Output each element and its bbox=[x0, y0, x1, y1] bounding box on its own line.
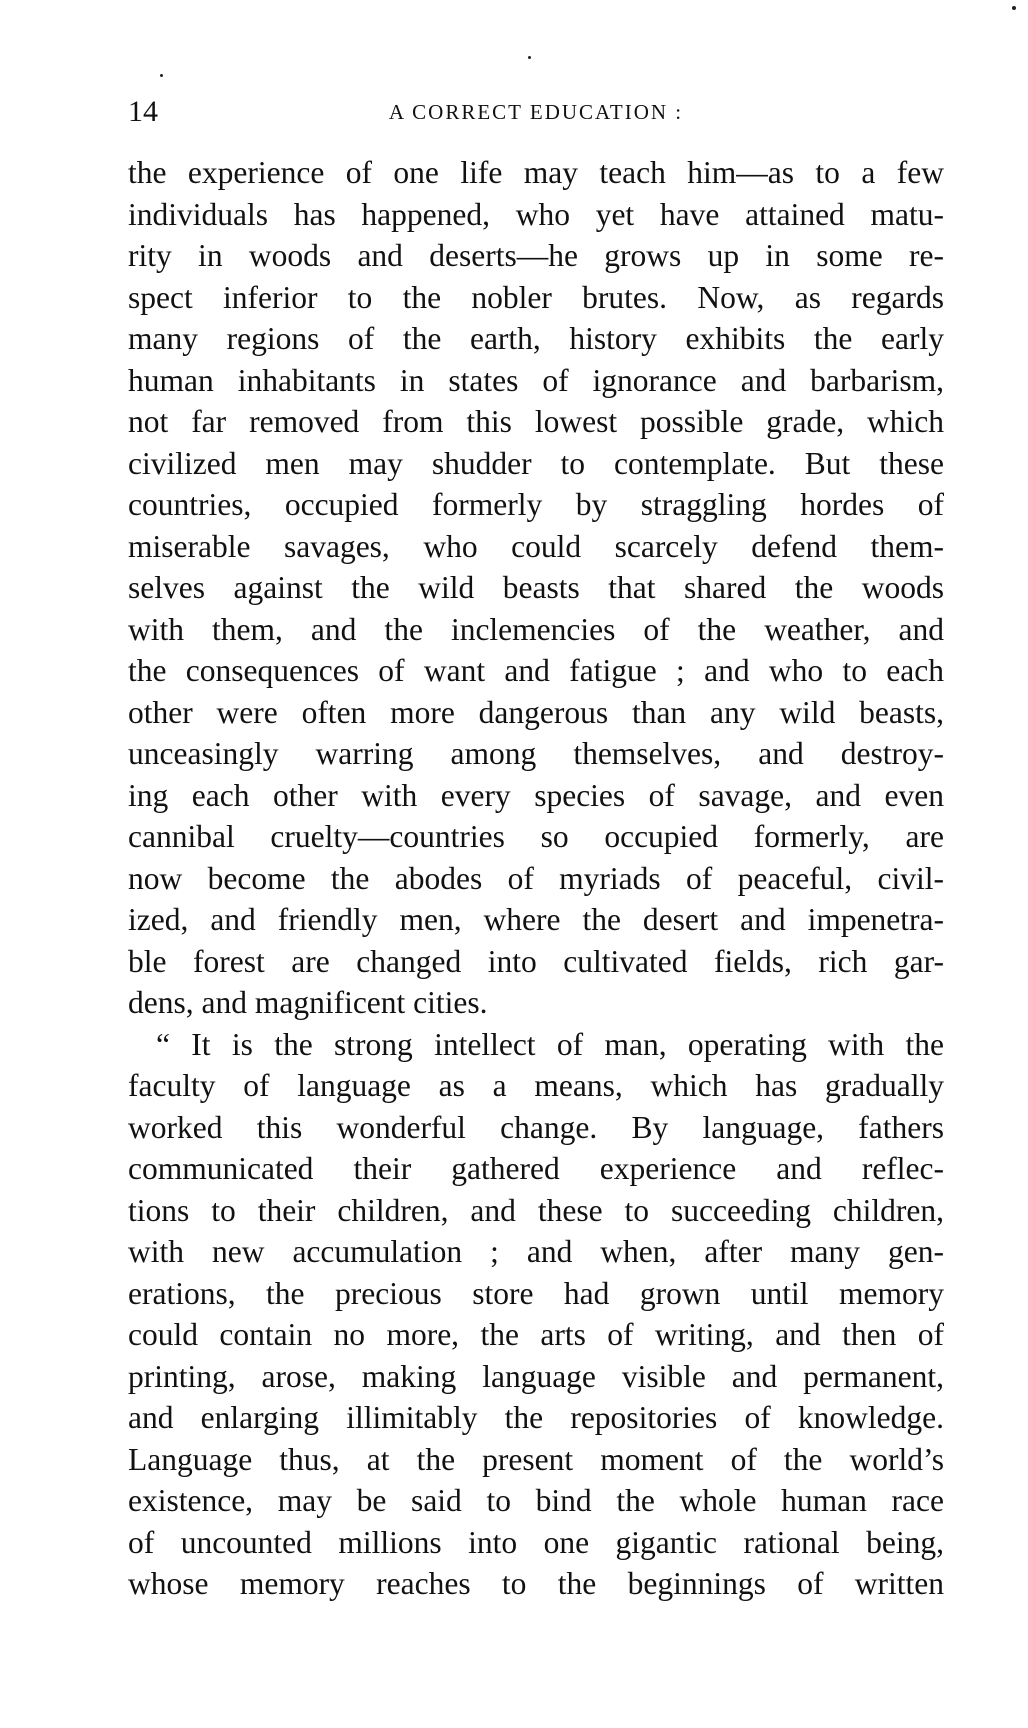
text-line: and enlarging illimitably the repositories of knowledge. bbox=[128, 1400, 944, 1435]
text-line: Language thus, at the present moment of the world’s bbox=[128, 1441, 944, 1477]
text-line: communicated their gathered experience and reflec- bbox=[128, 1151, 944, 1186]
text-line: other were often more dangerous than any wild beasts, bbox=[128, 694, 944, 730]
text-line: the consequences of want and fatigue ; and who to each bbox=[128, 653, 944, 688]
ink-speck bbox=[160, 74, 163, 77]
text-line: worked this wonderful change. By language, fathers bbox=[128, 1109, 944, 1145]
text-line: civilized men may shudder to contemplate. But these bbox=[128, 445, 944, 481]
text-line: many regions of the earth, history exhibits the early bbox=[128, 321, 944, 356]
text-line: with new accumulation ; and when, after many gen- bbox=[128, 1234, 944, 1269]
text-line: miserable savages, who could scarcely defend them- bbox=[128, 528, 944, 564]
text-line: tions to their children, and these to succeeding children, bbox=[128, 1192, 944, 1228]
text-line: the experience of one life may teach him—as to a few bbox=[128, 155, 944, 190]
text-line: unceasingly warring among themselves, and destroy- bbox=[128, 736, 944, 771]
ink-speck bbox=[528, 56, 531, 59]
ink-speck bbox=[1012, 6, 1016, 10]
text-line: existence, may be said to bind the whole human race bbox=[128, 1483, 944, 1518]
text-line: with them, and the inclemencies of the weather, and bbox=[128, 611, 944, 647]
text-line: now become the abodes of myriads of peaceful, civil- bbox=[128, 860, 944, 896]
page-header bbox=[128, 92, 944, 132]
text-line: printing, arose, making language visible and permanent, bbox=[128, 1358, 944, 1394]
text-line: spect inferior to the nobler brutes. Now, as regards bbox=[128, 279, 944, 315]
text-line: ized, and friendly men, where the desert and impenetra- bbox=[128, 902, 944, 937]
text-line: “ It is the strong intellect of man, operating with the bbox=[156, 1026, 944, 1062]
text-line: human inhabitants in states of ignorance and barbarism, bbox=[128, 362, 944, 398]
running-title: A CORRECT EDUCATION : bbox=[388, 100, 684, 124]
text-line: individuals has happened, who yet have attained matu- bbox=[128, 196, 944, 232]
text-line: dens, and magnificent cities. bbox=[128, 985, 488, 1020]
text-line: cannibal cruelty—countries so occupied formerly, are bbox=[128, 819, 944, 854]
text-line: whose memory reaches to the beginnings of written bbox=[128, 1566, 944, 1601]
text-line: not far removed from this lowest possible grade, which bbox=[128, 404, 944, 439]
text-line: could contain no more, the arts of writing, and then of bbox=[128, 1317, 944, 1352]
page-number: 14 bbox=[128, 95, 158, 128]
text-line: of uncounted millions into one gigantic rational being, bbox=[128, 1524, 944, 1560]
text-line: ble forest are changed into cultivated fields, rich gar- bbox=[128, 943, 944, 979]
text-line: selves against the wild beasts that shared the woods bbox=[128, 570, 944, 605]
text-line: faculty of language as a means, which has gradually bbox=[128, 1068, 944, 1103]
text-line: ing each other with every species of savage, and even bbox=[128, 777, 944, 813]
body-text bbox=[128, 152, 944, 1605]
text-line: erations, the precious store had grown until memory bbox=[128, 1275, 944, 1311]
text-line: countries, occupied formerly by straggling hordes of bbox=[128, 487, 944, 522]
text-line: rity in woods and deserts—he grows up in some re- bbox=[128, 238, 944, 273]
